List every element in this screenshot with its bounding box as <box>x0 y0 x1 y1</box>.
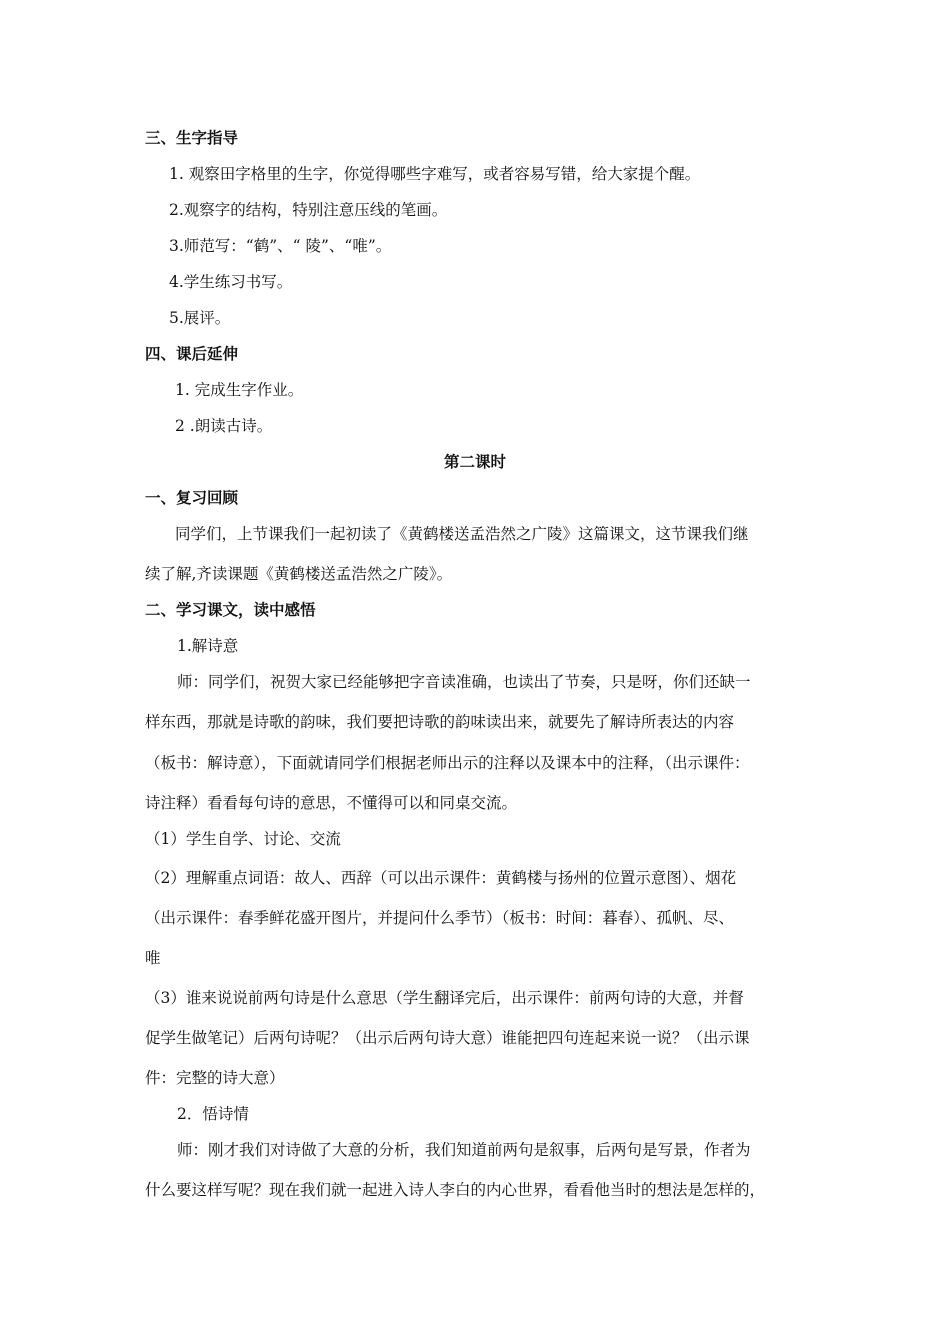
paragraph-line: 同学们，上节课我们一起初读了《黄鹤楼送孟浩然之广陵》这篇课文，这节课我们继 <box>175 525 749 543</box>
lesson-title: 第二课时 <box>443 453 506 471</box>
paragraph-line: 什么要这样写呢？现在我们就一起进入诗人李白的内心世界，看看他当时的想法是怎样的， <box>145 1181 766 1199</box>
section-heading-review: 一、复习回顾 <box>145 489 239 507</box>
paragraph-line: 唯 <box>145 949 161 967</box>
paragraph-line: 件：完整的诗大意） <box>145 1069 285 1087</box>
step-item: （1）学生自学、讨论、交流 <box>145 830 341 848</box>
list-item: 3.师范写：“鹤”、“ 陵”、“唯”。 <box>169 237 392 255</box>
section-heading-study: 二、学习课文，读中感悟 <box>145 601 316 619</box>
paragraph-line: 诗注释）看看每句诗的意思，不懂得可以和同桌交流。 <box>145 794 518 812</box>
list-item: 1. 观察田字格里的生字，你觉得哪些字难写，或者容易写错，给大家提个醒。 <box>169 165 701 183</box>
paragraph-line: （出示课件：春季鲜花盛开图片，并提问什么季节）（板书：时间：暮春）、孤帆、尽、 <box>145 909 735 927</box>
subheading-poem-meaning: 1.解诗意 <box>177 637 239 655</box>
paragraph-line: 师：同学们，祝贺大家已经能够把字音读准确，也读出了节奏，只是呀，你们还缺一 <box>177 673 751 691</box>
list-item: 1. 完成生字作业。 <box>175 381 304 399</box>
list-item: 2 .朗读古诗。 <box>175 417 273 435</box>
step-item: （2）理解重点词语：故人、西辞（可以出示课件：黄鹤楼与扬州的位置示意图）、烟花 <box>145 869 737 887</box>
list-item: 5.展评。 <box>169 309 231 327</box>
step-item: （3）谁来说说前两句诗是什么意思（学生翻译完后，出示课件：前两句诗的大意，并督 <box>145 989 744 1007</box>
paragraph-line: 师：刚才我们对诗做了大意的分析，我们知道前两句是叙事，后两句是写景，作者为 <box>177 1141 751 1159</box>
list-item: 2.观察字的结构，特别注意压线的笔画。 <box>169 201 448 219</box>
paragraph-line: 促学生做笔记）后两句诗呢？（出示后两句诗大意）谁能把四句连起来说一说？（出示课 <box>145 1029 750 1047</box>
paragraph-line: 样东西，那就是诗歌的韵味，我们要把诗歌的韵味读出来，就要先了解诗所表达的内容 <box>145 713 735 731</box>
section-heading-character-guidance: 三、生字指导 <box>145 129 239 147</box>
paragraph-line: 续了解,齐读课题《黄鹤楼送孟浩然之广陵》。 <box>145 565 453 583</box>
list-item: 4.学生练习书写。 <box>169 273 293 291</box>
paragraph-line: （板书：解诗意），下面就请同学们根据老师出示的注释以及课本中的注释，（出示课件： <box>145 754 750 772</box>
subheading-poem-feeling: 2．悟诗情 <box>177 1105 249 1123</box>
section-heading-extension: 四、课后延伸 <box>145 345 239 363</box>
